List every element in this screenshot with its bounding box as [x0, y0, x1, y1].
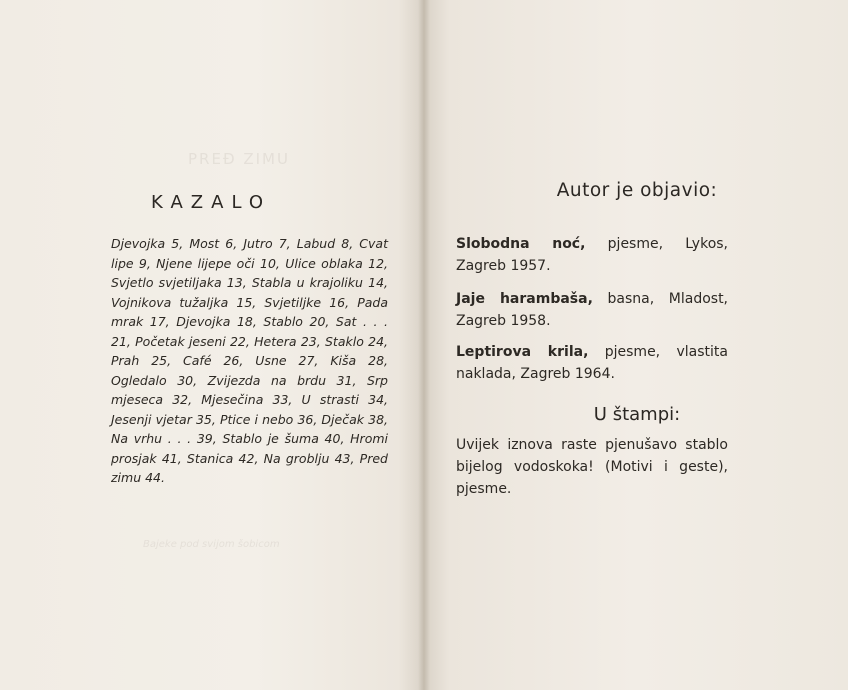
- published-work-item: [456, 341, 728, 385]
- in-print-text: Uvijek iznova raste pjenušavo stablo bijelog vodoskoka! (Motivi i geste), pjesme.: [456, 437, 728, 497]
- book-gutter: [418, 0, 430, 690]
- show-through-subtitle: Bajeke pod svijom šobicom: [143, 539, 280, 550]
- work-title: Slobodna noć,: [456, 236, 586, 252]
- contents-list: Djevojka 5, Most 6, Jutro 7, Labud 8, Cvat lipe 9, Njene lijepe oči 10, Ulice oblaka 12, Svjetlo svjetiljaka 13, Stabla u krajoliku 14, Vojnikova tužaljka 15, Svjetiljke 16, Pada mrak 17, Djevojka 18, Stablo 20, Sat . . . 21, Početak jeseni 22, Hetera 23, Staklo 24, Prah 25, Café 26, Usne 27, Kiša 28, Ogledalo 30, Zvijezda na brdu 31, Srp mjeseca 32, Mjesečina 33, U strasti 34, Jesenji vjetar 35, Ptice i nebo 36, Dječak 38, Na vrhu . . . 39, Stablo je šuma 40, Hromi prosjak 41, Stanica 42, Na groblju 43, Pred zimu 44.: [111, 236, 388, 485]
- published-work-item: [456, 233, 728, 277]
- published-works-heading: Autor je objavio:: [556, 180, 718, 201]
- work-details: pjesme, Lykos, Zagreb 1957.: [456, 236, 729, 274]
- contents-title: KAZALO: [151, 192, 271, 213]
- work-title: Jaje harambaša,: [456, 291, 593, 307]
- work-details: basna, Mladost, Zagreb 1958.: [456, 291, 729, 329]
- in-print-heading: U štampi:: [593, 404, 681, 425]
- published-work-item: [456, 288, 728, 332]
- work-details: pjesme, vlastita naklada, Zagreb 1964.: [456, 344, 728, 382]
- show-through-title: PREĐ ZIMU: [188, 150, 290, 168]
- work-title: Leptirova krila,: [456, 344, 589, 360]
